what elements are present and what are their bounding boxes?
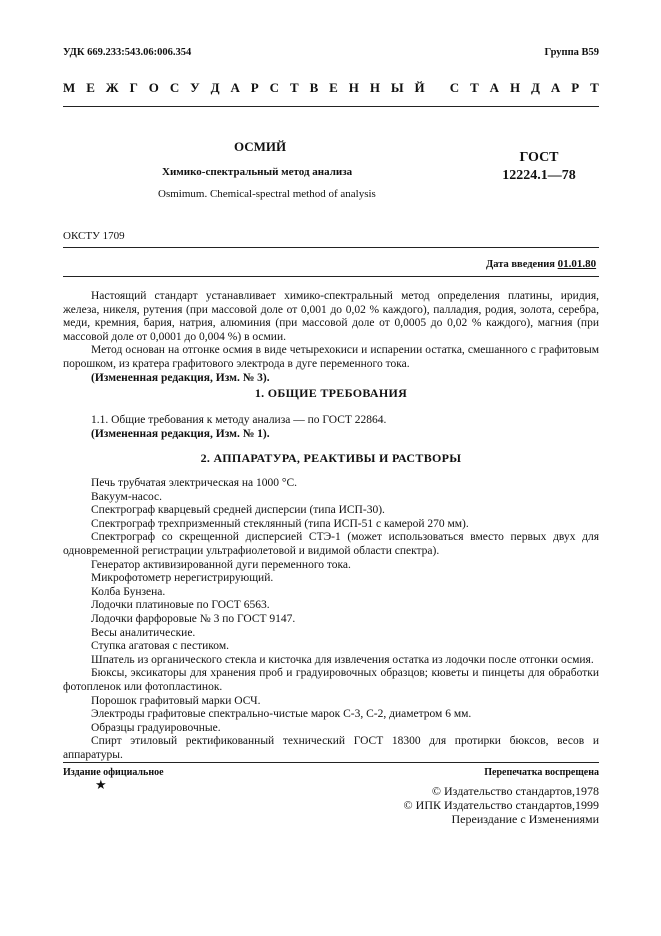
- heading-letter: Т: [470, 80, 479, 95]
- heading-letter: Т: [289, 80, 299, 95]
- gost-number: 12224.1—78: [502, 168, 576, 183]
- document-subtitle: Химико-спектральный метод анализа: [162, 166, 353, 178]
- list-item: Генератор активизированной дуги переменного тока.: [91, 558, 351, 571]
- heading-letter: С: [449, 80, 460, 95]
- heading-letter: Т: [590, 80, 599, 95]
- meta-divider: [63, 247, 599, 248]
- heading-letter: Д: [531, 80, 540, 95]
- list-item: Лодочки фарфоровые № 3 по ГОСТ 9147.: [91, 612, 296, 625]
- group-code: Группа В59: [544, 47, 599, 58]
- gost-label: ГОСТ: [519, 150, 559, 165]
- section-1-paragraph: 1.1. Общие требования к методу анализа — по ГОСТ 22864.: [91, 414, 387, 426]
- list-item: Бюксы, эксикаторы для хранения проб и градуировочных образцов; кюветы и пинцеты для обработки фотопленок или фотопластинок.: [63, 667, 599, 693]
- heading-letter: Р: [571, 80, 580, 95]
- list-item: Порошок графитовый марки ОСЧ.: [91, 694, 261, 707]
- heading-letter: М: [63, 80, 76, 95]
- list-item: Вакуум-насос.: [91, 490, 163, 503]
- heading-letter: Н: [348, 80, 359, 95]
- heading-letter: В: [309, 80, 319, 95]
- heading-letter: Г: [129, 80, 138, 95]
- heading-letter: А: [230, 80, 240, 95]
- standard-type-heading: [63, 80, 599, 96]
- list-item: Спектрограф трехпризменный стеклянный (типа ИСП-51 с камерой 270 мм).: [91, 517, 469, 530]
- heading-letter: О: [148, 80, 159, 95]
- intro-amendment: (Измененная редакция, Изм. № 3).: [91, 371, 270, 384]
- list-item: Спектрограф кварцевый средней дисперсии (типа ИСП-30).: [91, 504, 385, 517]
- heading-letter: Й: [414, 80, 425, 95]
- section-1-title: 1. ОБЩИЕ ТРЕБОВАНИЯ: [254, 386, 408, 400]
- heading-letter: Н: [369, 80, 380, 95]
- oksty-code: ОКСТУ 1709: [63, 230, 125, 242]
- heading-letter: [436, 80, 439, 96]
- udk-code: УДК 669.233:543.06:006.354: [63, 47, 192, 58]
- official-edition: Издание официальное: [63, 767, 164, 778]
- heading-letter: Р: [250, 80, 259, 95]
- heading-letter: А: [550, 80, 561, 95]
- list-item: Спирт этиловый ректификованный технический ГОСТ 18300 для протирки бюксов, весов и аппаратуры.: [63, 735, 599, 761]
- section-2-list: [63, 477, 599, 762]
- heading-letter: С: [269, 80, 280, 95]
- reissue-note: Переиздание с Изменениями: [451, 812, 599, 826]
- intro-block: [63, 290, 599, 385]
- heading-letter: Ж: [105, 80, 119, 95]
- list-item: Ступка агатовая с пестиком.: [91, 640, 229, 653]
- heading-letter: С: [169, 80, 180, 95]
- footer-divider: [63, 762, 599, 763]
- list-item: Образцы градуировочные.: [91, 721, 221, 734]
- list-item: Электроды графитовые спектрально-чистые марок С-3, С-2, диаметром 6 мм.: [91, 708, 472, 721]
- intro-paragraph-1: Настоящий стандарт устанавливает химико-спектральный метод определения платины, иридия, железа, никеля, рутения (при массовой доле от 0,001 до 0,02 % каждого), палладия, родия, золота, серебра, меди, кремния, бария, натрия, алюминия (при массовой доле от 0,0005 до 0,02 % каждого), магния (при массовой доле от 0,0001 до 0,004 %) в осмии.: [63, 290, 599, 343]
- english-title: Osmimum. Chemical-spectral method of analysis: [158, 188, 376, 200]
- list-item: Микрофотометр нерегистрирующий.: [91, 572, 274, 585]
- heading-letter: Е: [86, 80, 95, 95]
- copyright-1999: © ИПК Издательство стандартов,1999: [403, 798, 599, 812]
- copyright-1978: © Издательство стандартов,1978: [431, 784, 599, 798]
- section-2-title: 2. АППАРАТУРА, РЕАКТИВЫ И РАСТВОРЫ: [200, 451, 462, 465]
- heading-letter: А: [489, 80, 500, 95]
- list-item: Шпатель из органического стекла и кисточка для извлечения остатка из лодочки после отгонки осмия.: [91, 653, 594, 666]
- date-divider: [63, 276, 599, 277]
- heading-letter: У: [190, 80, 200, 95]
- header-divider: [63, 106, 599, 107]
- list-item: Весы аналитические.: [91, 626, 196, 639]
- heading-letter: Д: [210, 80, 220, 95]
- document-title: ОСМИЙ: [234, 139, 287, 154]
- effective-date: [486, 258, 596, 270]
- date-label: Дата введения: [486, 259, 555, 270]
- list-item: Колба Бунзена.: [91, 585, 166, 598]
- heading-letter: Е: [329, 80, 338, 95]
- intro-paragraph-2: Метод основан на отгонке осмия в виде четырехокиси и испарении остатка, смешанного с графитовым порошком, из кратера графитового электрода в дуге переменного тока.: [63, 344, 599, 370]
- heading-letter: Н: [509, 80, 521, 95]
- heading-letter: Ы: [390, 80, 404, 95]
- section-1-amendment: (Измененная редакция, Изм. № 1).: [91, 427, 270, 440]
- gost-designation: [499, 149, 579, 185]
- list-item: Печь трубчатая электрическая на 1000 °С.: [91, 477, 298, 489]
- list-item: Спектрограф со скрещенной дисперсией СТЭ-1 (может использоваться вместо первых двух для одновременной регистрации ультрафиолетовой и видимой области спектра).: [63, 531, 599, 557]
- list-item: Лодочки платиновые по ГОСТ 6563.: [91, 599, 270, 612]
- section-1-body: [63, 414, 599, 441]
- reprint-notice: Перепечатка воспрещена: [484, 767, 599, 778]
- star-icon: ★: [95, 777, 107, 792]
- date-value: 01.01.80: [557, 258, 597, 270]
